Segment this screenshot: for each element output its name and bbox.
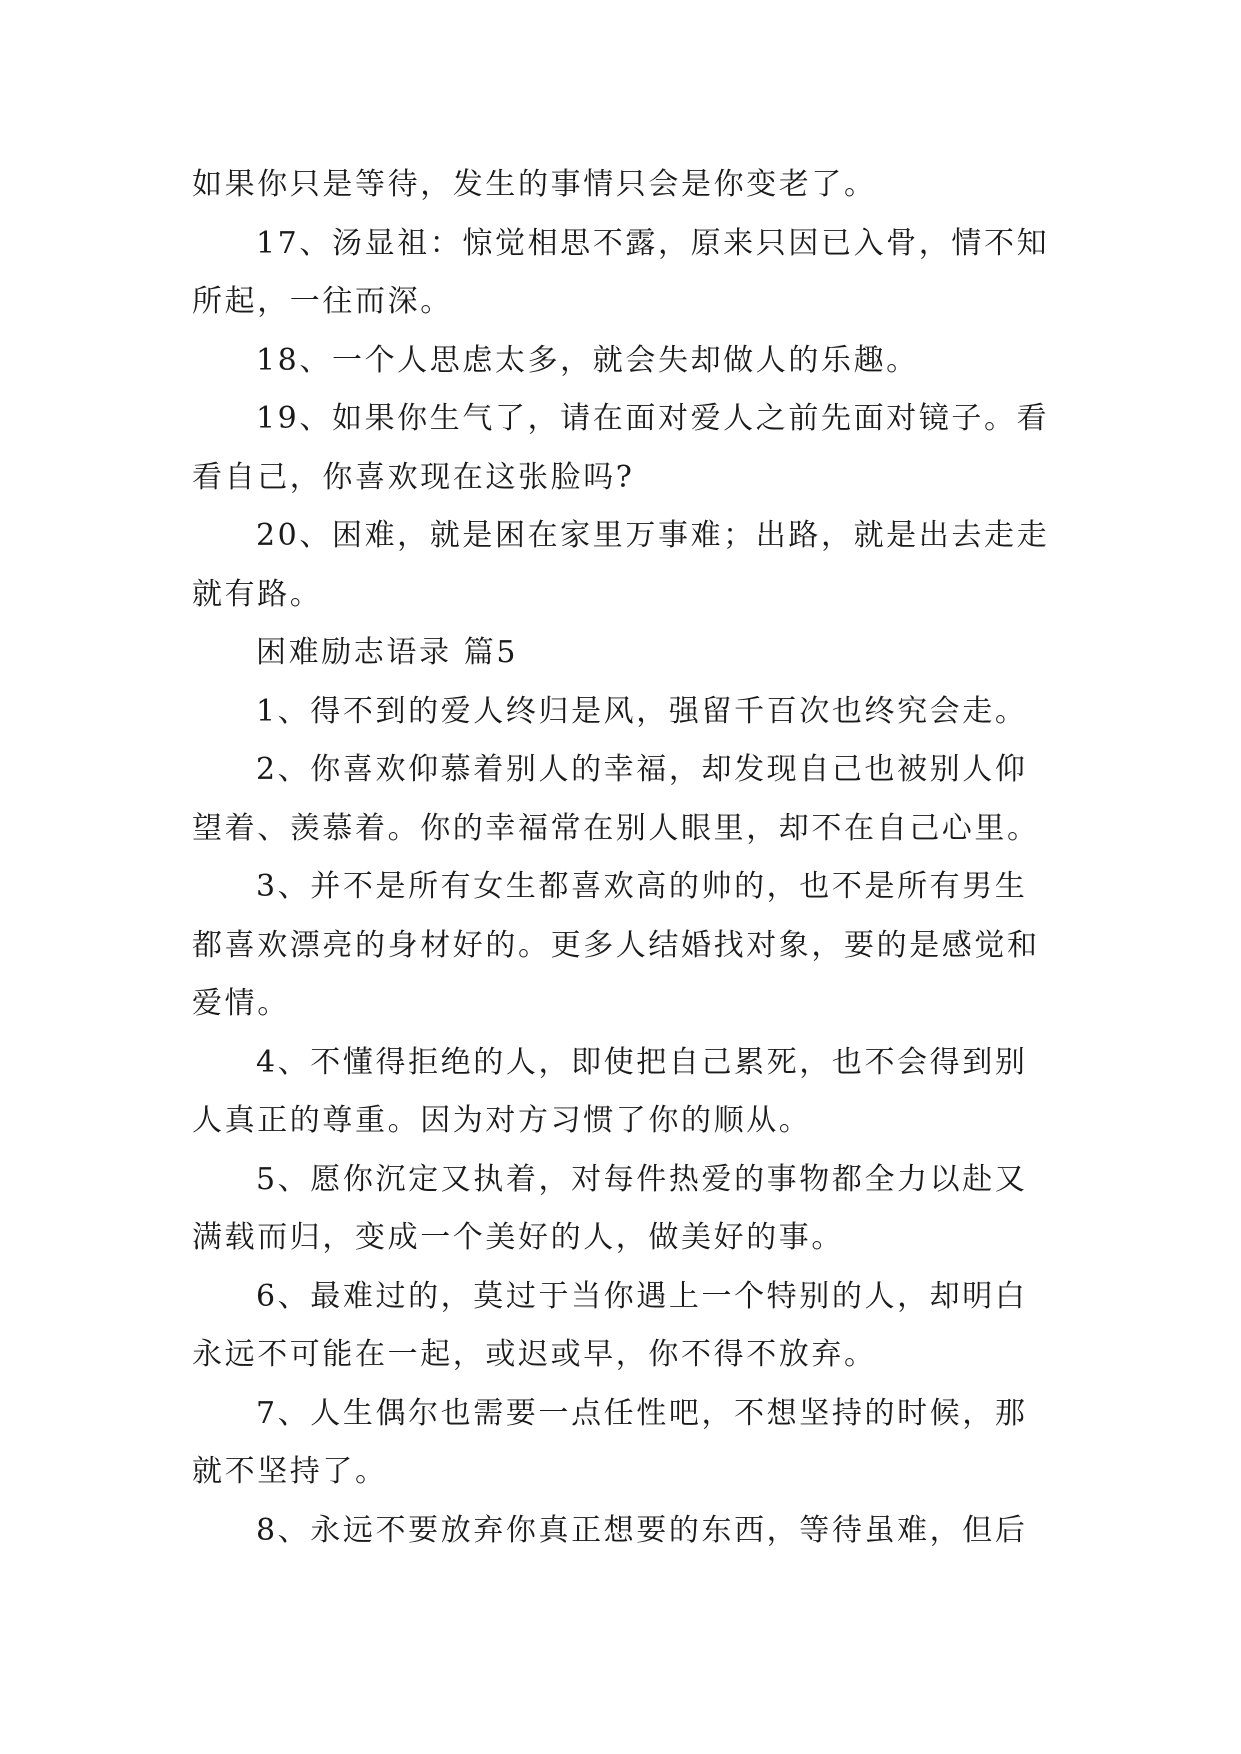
paragraph-8 <box>192 1502 1052 1561</box>
section-heading <box>192 624 1052 683</box>
paragraph-line: 6、最难过的，莫过于当你遇上一个特别的人，却明白 <box>256 1278 1028 1314</box>
paragraph-line: 1、得不到的爱人终归是风，强留千百次也终究会走。 <box>256 693 1028 729</box>
document-body <box>192 156 1052 1560</box>
paragraph-waiting <box>192 156 1052 215</box>
paragraph-line: 如果你只是等待，发生的事情只会是你变老了。 <box>192 167 877 202</box>
paragraph-line: 7、人生偶尔也需要一点任性吧，不想坚持的时候，那 <box>256 1395 1028 1431</box>
paragraph-1 <box>192 683 1052 742</box>
paragraph-18 <box>192 332 1052 391</box>
paragraph-line: 满载而归，变成一个美好的人，做美好的事。 <box>192 1220 844 1255</box>
paragraph-line: 看自己，你喜欢现在这张脸吗? <box>192 459 635 495</box>
paragraph-line: 人真正的尊重。因为对方习惯了你的顺从。 <box>192 1103 812 1138</box>
paragraph-line: 永远不可能在一起，或迟或早，你不得不放弃。 <box>192 1337 877 1372</box>
paragraph-line: 望着、羡慕着。你的幸福常在别人眼里，却不在自己心里。 <box>192 810 1040 846</box>
paragraph-17 <box>192 215 1052 332</box>
paragraph-7 <box>192 1385 1052 1502</box>
paragraph-5 <box>192 1151 1052 1268</box>
paragraph-20 <box>192 507 1052 624</box>
paragraph-line: 8、永远不要放弃你真正想要的东西，等待虽难，但后 <box>256 1512 1028 1548</box>
paragraph-line: 20、困难，就是困在家里万事难；出路，就是出去走走 <box>256 518 1050 553</box>
paragraph-line: 5、愿你沉定又执着，对每件热爱的事物都全力以赴又 <box>256 1161 1028 1197</box>
paragraph-line: 17、汤显祖：惊觉相思不露，原来只因已入骨，情不知 <box>256 225 1050 261</box>
paragraph-line: 就有路。 <box>192 576 323 612</box>
paragraph-line: 3、并不是所有女生都喜欢高的帅的，也不是所有男生 <box>256 869 1028 904</box>
paragraph-line: 4、不懂得拒绝的人，即使把自己累死，也不会得到别 <box>256 1044 1028 1080</box>
paragraph-line: 就不坚持了。 <box>192 1454 388 1489</box>
paragraph-line: 所起，一往而深。 <box>192 284 453 319</box>
paragraph-line: 2、你喜欢仰慕着别人的幸福，却发现自己也被别人仰 <box>256 752 1028 787</box>
paragraph-2 <box>192 741 1052 858</box>
paragraph-line: 19、如果你生气了，请在面对爱人之前先面对镜子。看 <box>256 401 1050 436</box>
paragraph-6 <box>192 1268 1052 1385</box>
paragraph-3 <box>192 858 1052 1034</box>
paragraph-4 <box>192 1034 1052 1151</box>
paragraph-19 <box>192 390 1052 507</box>
section-heading-text: 困难励志语录 篇5 <box>256 635 519 670</box>
paragraph-line: 爱情。 <box>192 986 290 1021</box>
paragraph-line: 都喜欢漂亮的身材好的。更多人结婚找对象，要的是感觉和 <box>192 927 1040 963</box>
paragraph-line: 18、一个人思虑太多，就会失却做人的乐趣。 <box>256 342 919 378</box>
